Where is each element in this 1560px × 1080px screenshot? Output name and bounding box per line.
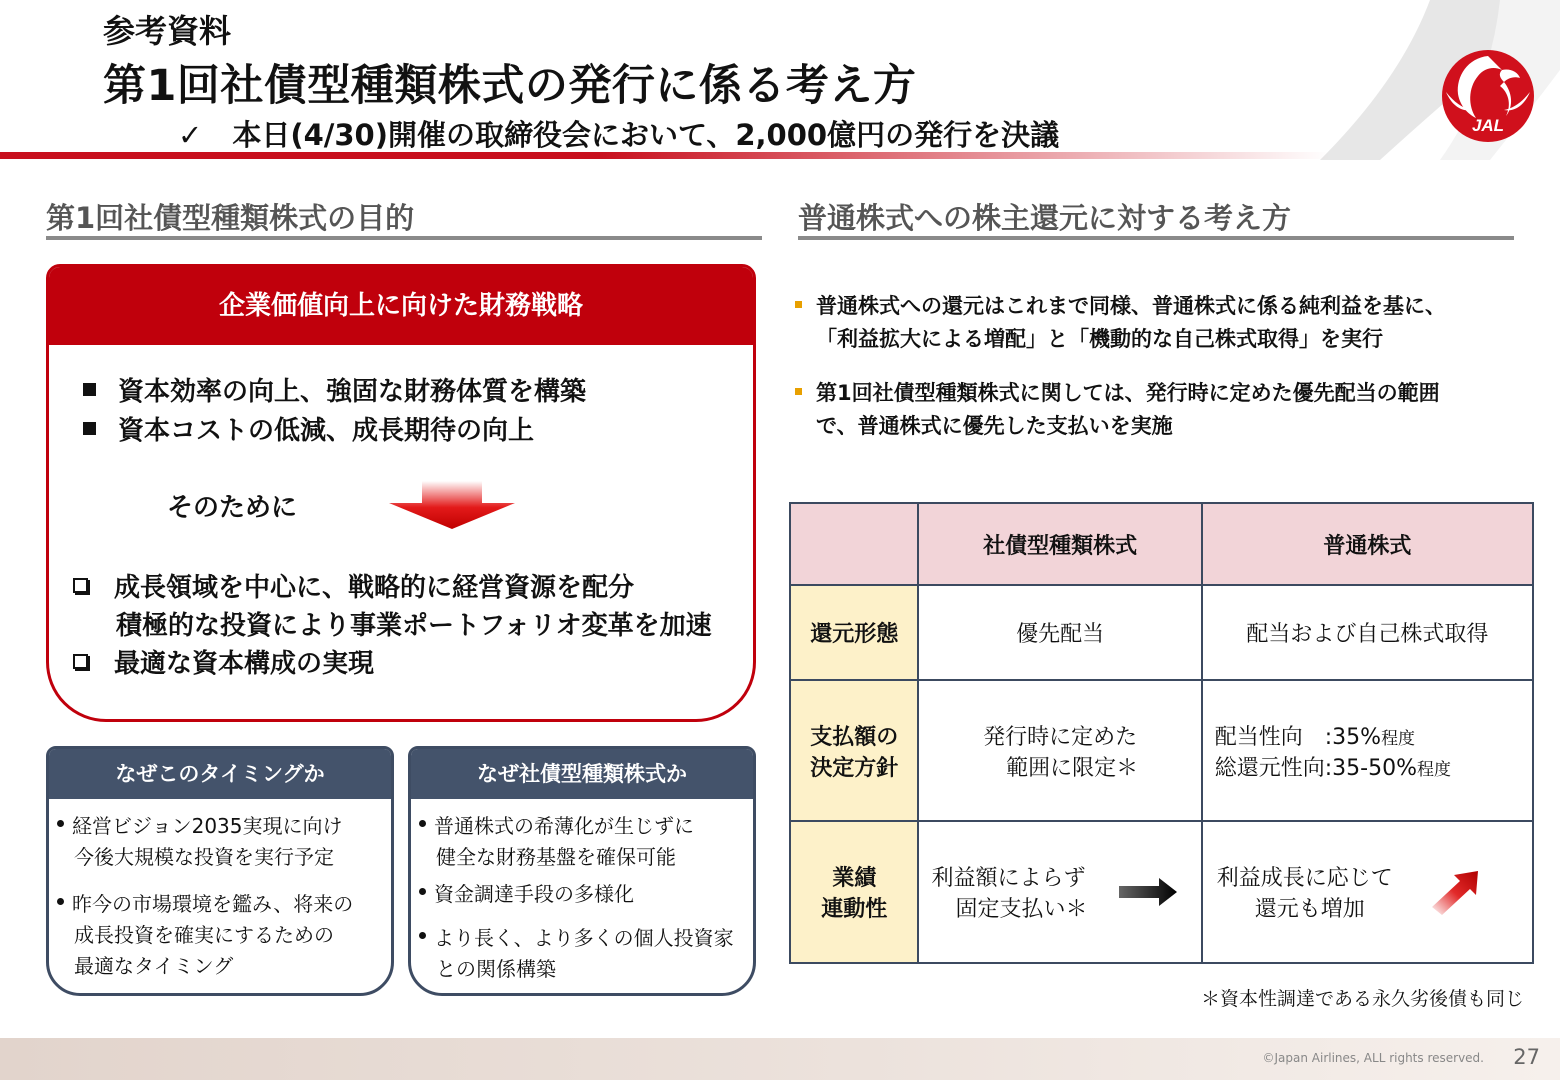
row-label-line: 支払額の xyxy=(810,724,899,750)
table-row xyxy=(790,585,1533,680)
logo-text: JAL xyxy=(1471,116,1505,135)
strategy-point xyxy=(83,371,586,408)
table-cell xyxy=(918,680,1201,821)
right-section-title: 普通株式への株主還元に対する考え方 xyxy=(798,201,1292,235)
item-line: 経営ビジョン2035実現に向け xyxy=(72,814,343,838)
strategy-header: 企業価値向上に向けた財務戦略 xyxy=(49,267,753,345)
bullet-line: 第1回社債型種類株式に関しては、発行時に定めた優先配当の範囲 xyxy=(816,381,1440,405)
row-label xyxy=(790,821,918,963)
right-arrow-icon xyxy=(1119,878,1177,906)
why-type-item xyxy=(419,923,734,985)
item-line: より長く、より多くの個人投資家 xyxy=(434,926,734,950)
copyright: ©Japan Airlines, ALL rights reserved. xyxy=(1262,1051,1484,1065)
action-text: 成長領域を中心に、戦略的に経営資源を配分 xyxy=(114,573,635,603)
item-line: 昨今の市場環境を鑑み、将来の xyxy=(72,892,354,916)
item-line: 資金調達手段の多様化 xyxy=(434,882,634,906)
row-label-line: 連動性 xyxy=(821,897,888,922)
dot-bullet-icon xyxy=(419,820,426,827)
cell-line: 発行時に定めた xyxy=(983,724,1138,750)
cell-text: 総還元性向:35-50% xyxy=(1214,755,1417,781)
decision-line xyxy=(178,113,1059,154)
row-label-line: 決定方針 xyxy=(810,755,899,781)
cell-line: 還元も増加 xyxy=(1254,897,1365,922)
action-text: 最適な資本構成の実現 xyxy=(114,649,375,679)
down-arrow-icon xyxy=(389,481,515,529)
checkbox-bullet-icon xyxy=(73,654,88,669)
left-section-rule xyxy=(46,236,762,240)
cell-line xyxy=(1215,720,1532,751)
table-row xyxy=(790,680,1533,821)
why-type-item xyxy=(419,879,634,910)
jal-crane-logo-icon xyxy=(1440,48,1536,144)
right-section-rule xyxy=(798,236,1514,240)
table-cell xyxy=(1202,821,1533,963)
page-title: 第1回社債型種類株式の発行に係る考え方 xyxy=(103,61,917,111)
cell-line: 範囲に限定＊ xyxy=(1006,755,1139,781)
square-bullet-icon xyxy=(795,301,802,308)
why-type-header: なぜ社債型種類株式か xyxy=(411,749,753,799)
strategy-action xyxy=(73,643,374,680)
square-bullet-icon xyxy=(795,388,802,395)
decision-text: 本日(4/30)開催の取締役会において、2,000億円の発行を決議 xyxy=(232,118,1060,152)
square-bullet-icon xyxy=(83,383,96,396)
cell-suffix: 程度 xyxy=(1417,759,1451,780)
comparison-table xyxy=(789,502,1534,964)
item-line: 健全な財務基盤を確保可能 xyxy=(436,845,676,869)
table-cell: 配当および自己株式取得 xyxy=(1202,585,1533,680)
timing-panel xyxy=(46,746,394,996)
cell-text: 配当性向 :35% xyxy=(1214,724,1382,750)
cell-line: 利益成長に応じて xyxy=(1216,866,1393,891)
row-label-line: 業績 xyxy=(832,866,877,891)
why-type-item xyxy=(419,811,694,873)
cell-line: 利益額によらず xyxy=(931,866,1086,891)
policy-bullet xyxy=(795,377,1440,443)
footnote: ＊資本性調達である永久劣後債も同じ xyxy=(1200,988,1524,1010)
table-cell xyxy=(918,821,1201,963)
dot-bullet-icon xyxy=(57,898,64,905)
left-section-title: 第1回社債型種類株式の目的 xyxy=(46,201,415,235)
checkbox-bullet-icon xyxy=(73,578,88,593)
item-line: との関係構築 xyxy=(436,957,556,981)
why-type-panel xyxy=(408,746,756,996)
cell-suffix: 程度 xyxy=(1381,728,1416,749)
strategy-action xyxy=(73,567,634,604)
bullet-line: 普通株式への還元はこれまで同様、普通株式に係る純利益を基に、 xyxy=(816,294,1446,318)
up-right-arrow-icon xyxy=(1432,869,1482,915)
dot-bullet-icon xyxy=(419,888,426,895)
table-row xyxy=(790,821,1533,963)
financial-strategy-panel xyxy=(46,264,756,722)
policy-bullet xyxy=(795,290,1446,356)
dot-bullet-icon xyxy=(419,932,426,939)
table-cell: 優先配当 xyxy=(918,585,1201,680)
item-line: 成長投資を確実にするための xyxy=(74,923,334,947)
strategy-point-text: 資本コストの低減、成長期待の向上 xyxy=(118,416,535,446)
col-header: 社債型種類株式 xyxy=(918,503,1201,585)
item-line: 最適なタイミング xyxy=(74,954,234,978)
pre-title: 参考資料 xyxy=(103,12,232,50)
strategy-point xyxy=(83,410,534,447)
check-icon: ✓ xyxy=(178,118,203,152)
item-line: 普通株式の希薄化が生じずに xyxy=(434,814,694,838)
item-line: 今後大規模な投資を実行予定 xyxy=(74,845,334,869)
strategy-point-text: 資本効率の向上、強固な財務体質を構築 xyxy=(118,377,587,407)
bullet-line: で、普通株式に優先した支払いを実施 xyxy=(816,414,1173,438)
cell-line: 固定支払い＊ xyxy=(955,897,1088,922)
row-label: 還元形態 xyxy=(790,585,918,680)
timing-item xyxy=(57,889,353,982)
header-red-bar xyxy=(0,152,1330,159)
col-header: 普通株式 xyxy=(1202,503,1533,585)
page-number: 27 xyxy=(1513,1045,1540,1069)
table-header-row xyxy=(790,503,1533,585)
timing-header: なぜこのタイミングか xyxy=(49,749,391,799)
timing-item xyxy=(57,811,343,873)
therefore-label: そのために xyxy=(167,493,298,523)
cell-line xyxy=(1215,751,1532,782)
table-corner-cell xyxy=(790,503,918,585)
bullet-line: 「利益拡大による増配」と「機動的な自己株式取得」を実行 xyxy=(816,327,1383,351)
row-label xyxy=(790,680,918,821)
square-bullet-icon xyxy=(83,422,96,435)
strategy-action-continuation: 積極的な投資により事業ポートフォリオ変革を加速 xyxy=(116,611,712,641)
dot-bullet-icon xyxy=(57,820,64,827)
table-cell xyxy=(1202,680,1533,821)
